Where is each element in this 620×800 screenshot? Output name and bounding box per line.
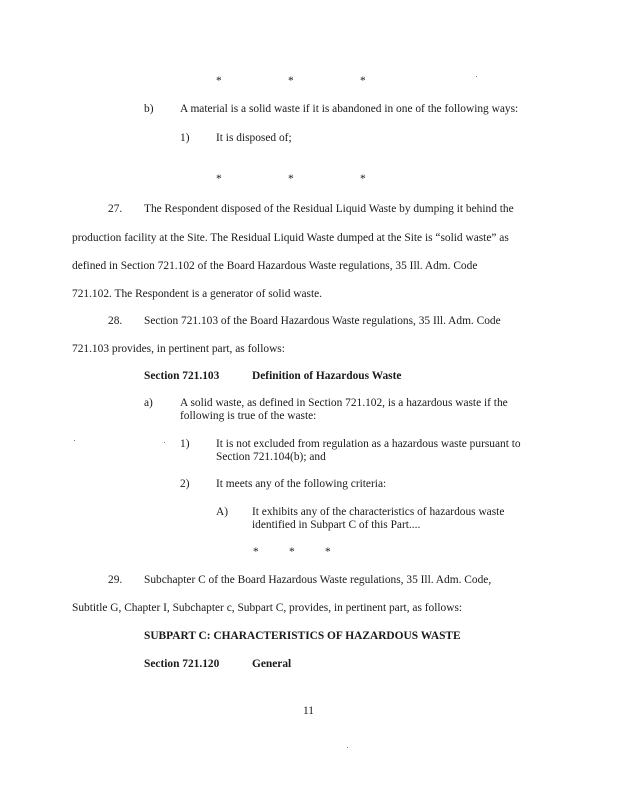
item-b1-marker: 1) [180, 132, 190, 144]
star: * [253, 546, 259, 558]
scan-speck [476, 76, 477, 77]
star: * [325, 546, 331, 558]
star: * [289, 546, 295, 558]
item-A-line: identified in Subpart C of this Part.... [252, 519, 421, 531]
item-b-marker: b) [144, 103, 154, 115]
star: * [360, 75, 366, 87]
item-A-marker: A) [216, 506, 229, 518]
section-721-120-label: Section 721.120 [144, 658, 220, 670]
paragraph-line: 721.102. The Respondent is a generator of solid waste. [72, 288, 323, 300]
item-a-line: A solid waste, as defined in Section 721.102, is a hazardous waste if the [180, 397, 508, 409]
section-721-103-label: Section 721.103 [144, 370, 220, 382]
item-A-line: It exhibits any of the characteristics of hazardous waste [252, 506, 505, 518]
section-721-120-title: General [252, 658, 292, 670]
paragraph-number: 27. [108, 203, 123, 215]
scan-speck [164, 442, 165, 443]
paragraph-number: 29. [108, 574, 123, 586]
scan-speck [347, 747, 348, 748]
section-721-103-title: Definition of Hazardous Waste [252, 370, 402, 382]
paragraph-line: The Respondent disposed of the Residual Liquid Waste by dumping it behind the [144, 203, 514, 215]
item-a1-marker: 1) [180, 438, 190, 450]
item-a-marker: a) [144, 397, 153, 409]
item-a2-text: It meets any of the following criteria: [216, 478, 387, 490]
item-a-line: following is true of the waste: [180, 410, 317, 422]
paragraph-line: production facility at the Site. The Residual Liquid Waste dumped at the Site is “solid waste” as [72, 232, 509, 244]
paragraph-line: 721.103 provides, in pertinent part, as follows: [72, 343, 285, 355]
star: * [288, 173, 294, 185]
item-a2-marker: 2) [180, 478, 190, 490]
item-a1-line: Section 721.104(b); and [216, 451, 326, 463]
page-number: 11 [303, 705, 314, 717]
star: * [216, 75, 222, 87]
item-b1-text: It is disposed of; [216, 132, 292, 144]
scan-speck [74, 440, 75, 441]
star: * [360, 173, 366, 185]
paragraph-line: Section 721.103 of the Board Hazardous Waste regulations, 35 Ill. Adm. Code [144, 315, 501, 327]
item-b-text: A material is a solid waste if it is abandoned in one of the following ways: [180, 103, 519, 115]
paragraph-line: Subtitle G, Chapter I, Subchapter c, Subpart C, provides, in pertinent part, as follows: [72, 602, 463, 614]
star: * [288, 75, 294, 87]
star: * [216, 173, 222, 185]
paragraph-number: 28. [108, 315, 123, 327]
paragraph-line: defined in Section 721.102 of the Board Hazardous Waste regulations, 35 Ill. Adm. Code [72, 260, 478, 272]
subpart-c-heading: SUBPART C: CHARACTERISTICS OF HAZARDOUS WASTE [144, 630, 461, 642]
item-a1-line: It is not excluded from regulation as a hazardous waste pursuant to [216, 438, 521, 450]
paragraph-line: Subchapter C of the Board Hazardous Waste regulations, 35 Ill. Adm. Code, [144, 574, 492, 586]
